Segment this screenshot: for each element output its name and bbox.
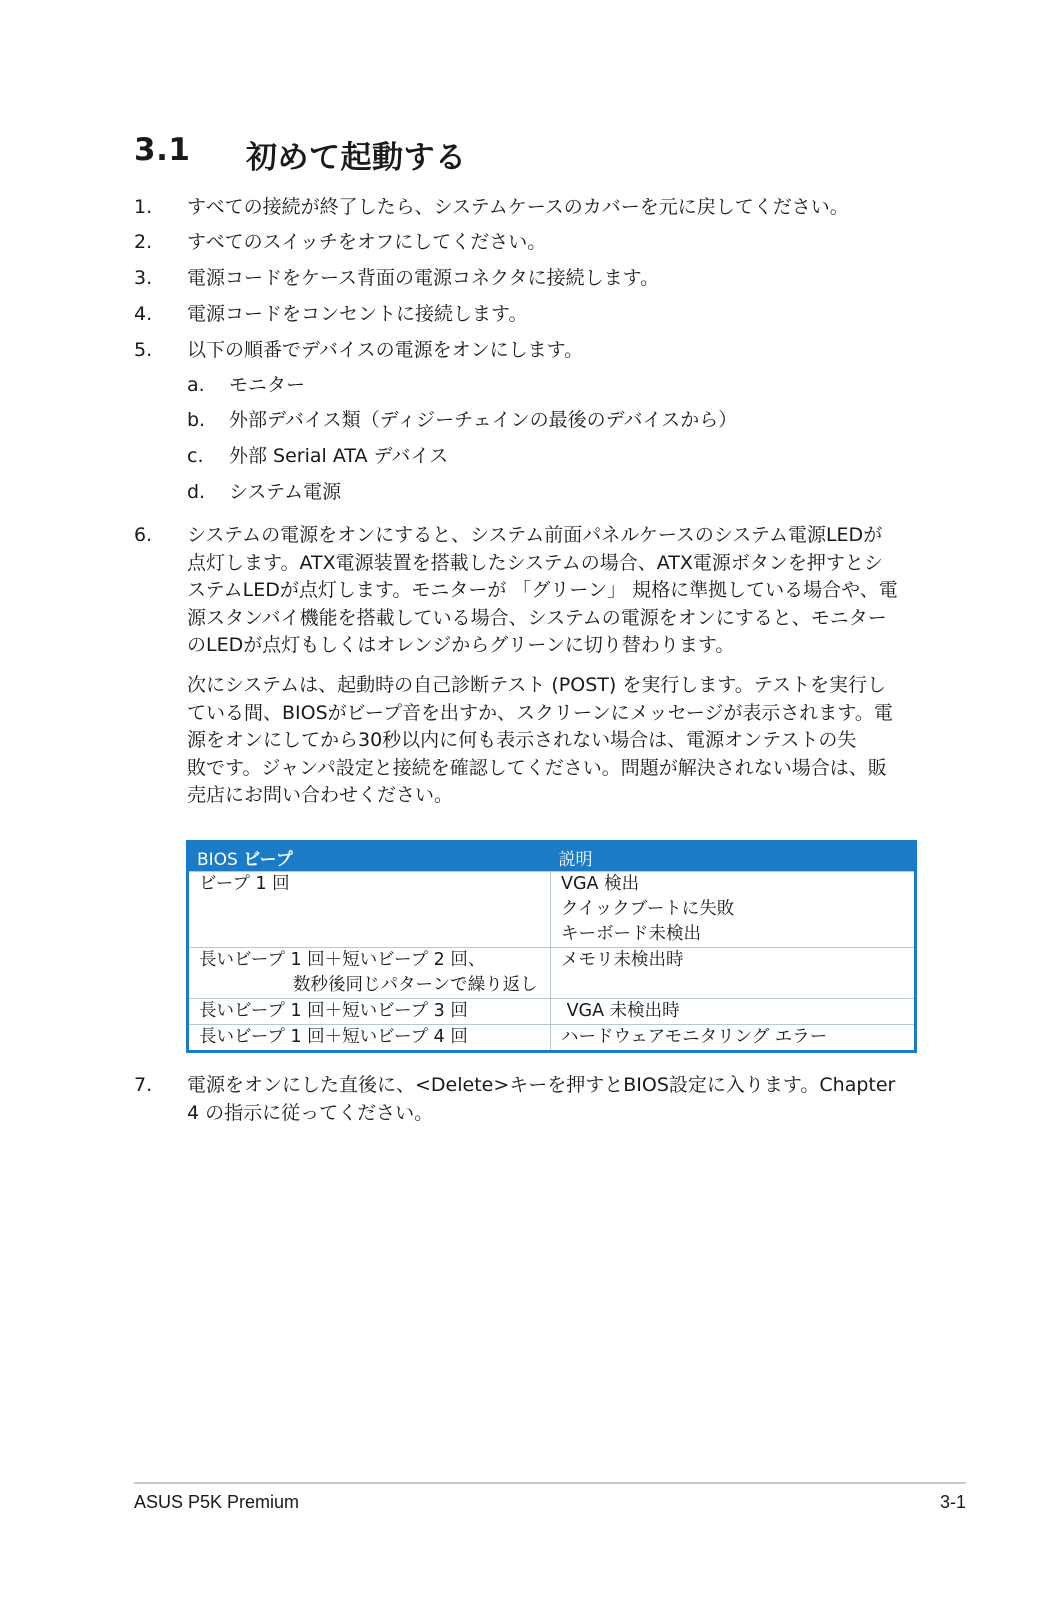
description-cell xyxy=(551,1025,916,1052)
table-row xyxy=(188,999,916,1025)
beep-text: 長いビープ 1 回＋短いビープ 3 回 xyxy=(199,1001,468,1021)
description-cell xyxy=(551,948,916,999)
header-description: 説明 xyxy=(551,842,916,872)
beep-text: 数秒後同じパターンで繰り返し xyxy=(293,975,538,995)
description-text: ハードウェアモニタリング エラー xyxy=(561,1027,828,1047)
step-number: 1. xyxy=(134,196,153,218)
paragraph-line: 点灯します。ATX電源装置を搭載したシステムの場合、ATX電源ボタンを押すとシ xyxy=(187,551,883,574)
step-6-paragraph xyxy=(187,522,917,660)
paragraph-line: のLEDが点灯もしくはオレンジからグリーンに切り替わります。 xyxy=(187,634,735,656)
description-cell xyxy=(551,872,916,948)
bios-beep-table xyxy=(186,840,917,1053)
beep-text: ビープ 1 回 xyxy=(199,874,290,894)
paragraph-line: 4 の指示に従ってください。 xyxy=(187,1101,434,1124)
paragraph-line: 源スタンバイ機能を搭載している場合、システムの電源をオンにすると、モニター xyxy=(187,606,887,629)
description-cell xyxy=(551,999,916,1025)
step-text: 電源コードをケース背面の電源コネクタに接続します。 xyxy=(187,267,660,289)
footer-page-number: 3-1 xyxy=(939,1492,966,1512)
beep-cell xyxy=(188,1025,551,1052)
paragraph-line: 次にシステムは、起動時の自己診断テスト (POST) を実行します。テストを実行し xyxy=(187,674,887,696)
step-6-number: 6. xyxy=(134,524,153,546)
paragraph-line: 電源をオンにした直後に、<Delete>キーを押すとBIOS設定に入ります。Chapter xyxy=(187,1074,896,1096)
paragraph-line: システムの電源をオンにすると、システム前面パネルケースのシステム電源LEDが xyxy=(187,524,883,546)
footer-divider xyxy=(134,1482,966,1484)
step-number: 3. xyxy=(134,267,153,289)
substep-text: モニター xyxy=(229,374,306,396)
description-text: VGA 検出 xyxy=(561,874,640,894)
beep-cell xyxy=(188,999,551,1025)
step-text: 電源コードをコンセントに接続します。 xyxy=(187,303,528,325)
step-text: すべての接続が終了したら、システムケースのカバーを元に戻してください。 xyxy=(187,196,849,218)
description-text: キーボード未検出 xyxy=(561,924,701,944)
step-7-number: 7. xyxy=(134,1074,153,1096)
step-number: 2. xyxy=(134,231,153,253)
table-row xyxy=(188,948,916,999)
description-text: VGA 未検出時 xyxy=(561,1001,680,1021)
substep-text: 外部 Serial ATA デバイス xyxy=(229,445,449,467)
step-text: 以下の順番でデバイスの電源をオンにします。 xyxy=(187,339,584,361)
step-number: 5. xyxy=(134,339,153,361)
beep-cell xyxy=(188,948,551,999)
beep-text: 長いビープ 1 回＋短いビープ 2 回、 xyxy=(199,950,486,970)
paragraph-line: 源をオンにしてから30秒以内に何も表示されない場合は、電源オンテストの失 xyxy=(187,729,857,751)
section-number: 3.1 xyxy=(134,132,191,168)
substep-letter: c. xyxy=(187,445,204,467)
paragraph-line: 売店にお問い合わせください。 xyxy=(187,784,454,806)
step-text: すべてのスイッチをオフにしてください。 xyxy=(187,231,547,253)
post-paragraph xyxy=(187,672,917,810)
table-header-row xyxy=(188,842,916,872)
table-row xyxy=(188,872,916,948)
paragraph-line: 敗です。ジャンパ設定と接続を確認してください。問題が解決されない場合は、販 xyxy=(187,756,887,779)
step-number: 4. xyxy=(134,303,153,325)
step-7-paragraph xyxy=(187,1072,917,1127)
header-beep-prefix: BIOS xyxy=(197,849,238,870)
paragraph-line: ステムLEDが点灯します。モニターが 「グリーン」 規格に準拠している場合や、電 xyxy=(187,579,898,601)
table-row xyxy=(188,1025,916,1052)
header-beep xyxy=(188,842,551,872)
section-title: 初めて起動する xyxy=(246,140,467,176)
beep-text: 長いビープ 1 回＋短いビープ 4 回 xyxy=(199,1027,468,1047)
paragraph-line: ている間、BIOSがビープ音を出すか、スクリーンにメッセージが表示されます。電 xyxy=(187,701,893,724)
substep-letter: a. xyxy=(187,374,205,396)
description-text: メモリ未検出時 xyxy=(561,950,684,970)
substep-letter: d. xyxy=(187,481,206,503)
substep-text: 外部デバイス類（ディジーチェインの最後のデバイスから） xyxy=(229,409,738,431)
description-text: クイックブートに失敗 xyxy=(561,899,735,919)
substep-letter: b. xyxy=(187,409,206,431)
substep-text: システム電源 xyxy=(229,481,342,503)
beep-cell xyxy=(188,872,551,948)
footer-product-name: ASUS P5K Premium xyxy=(134,1492,300,1512)
header-beep-label: ビープ xyxy=(243,849,293,870)
